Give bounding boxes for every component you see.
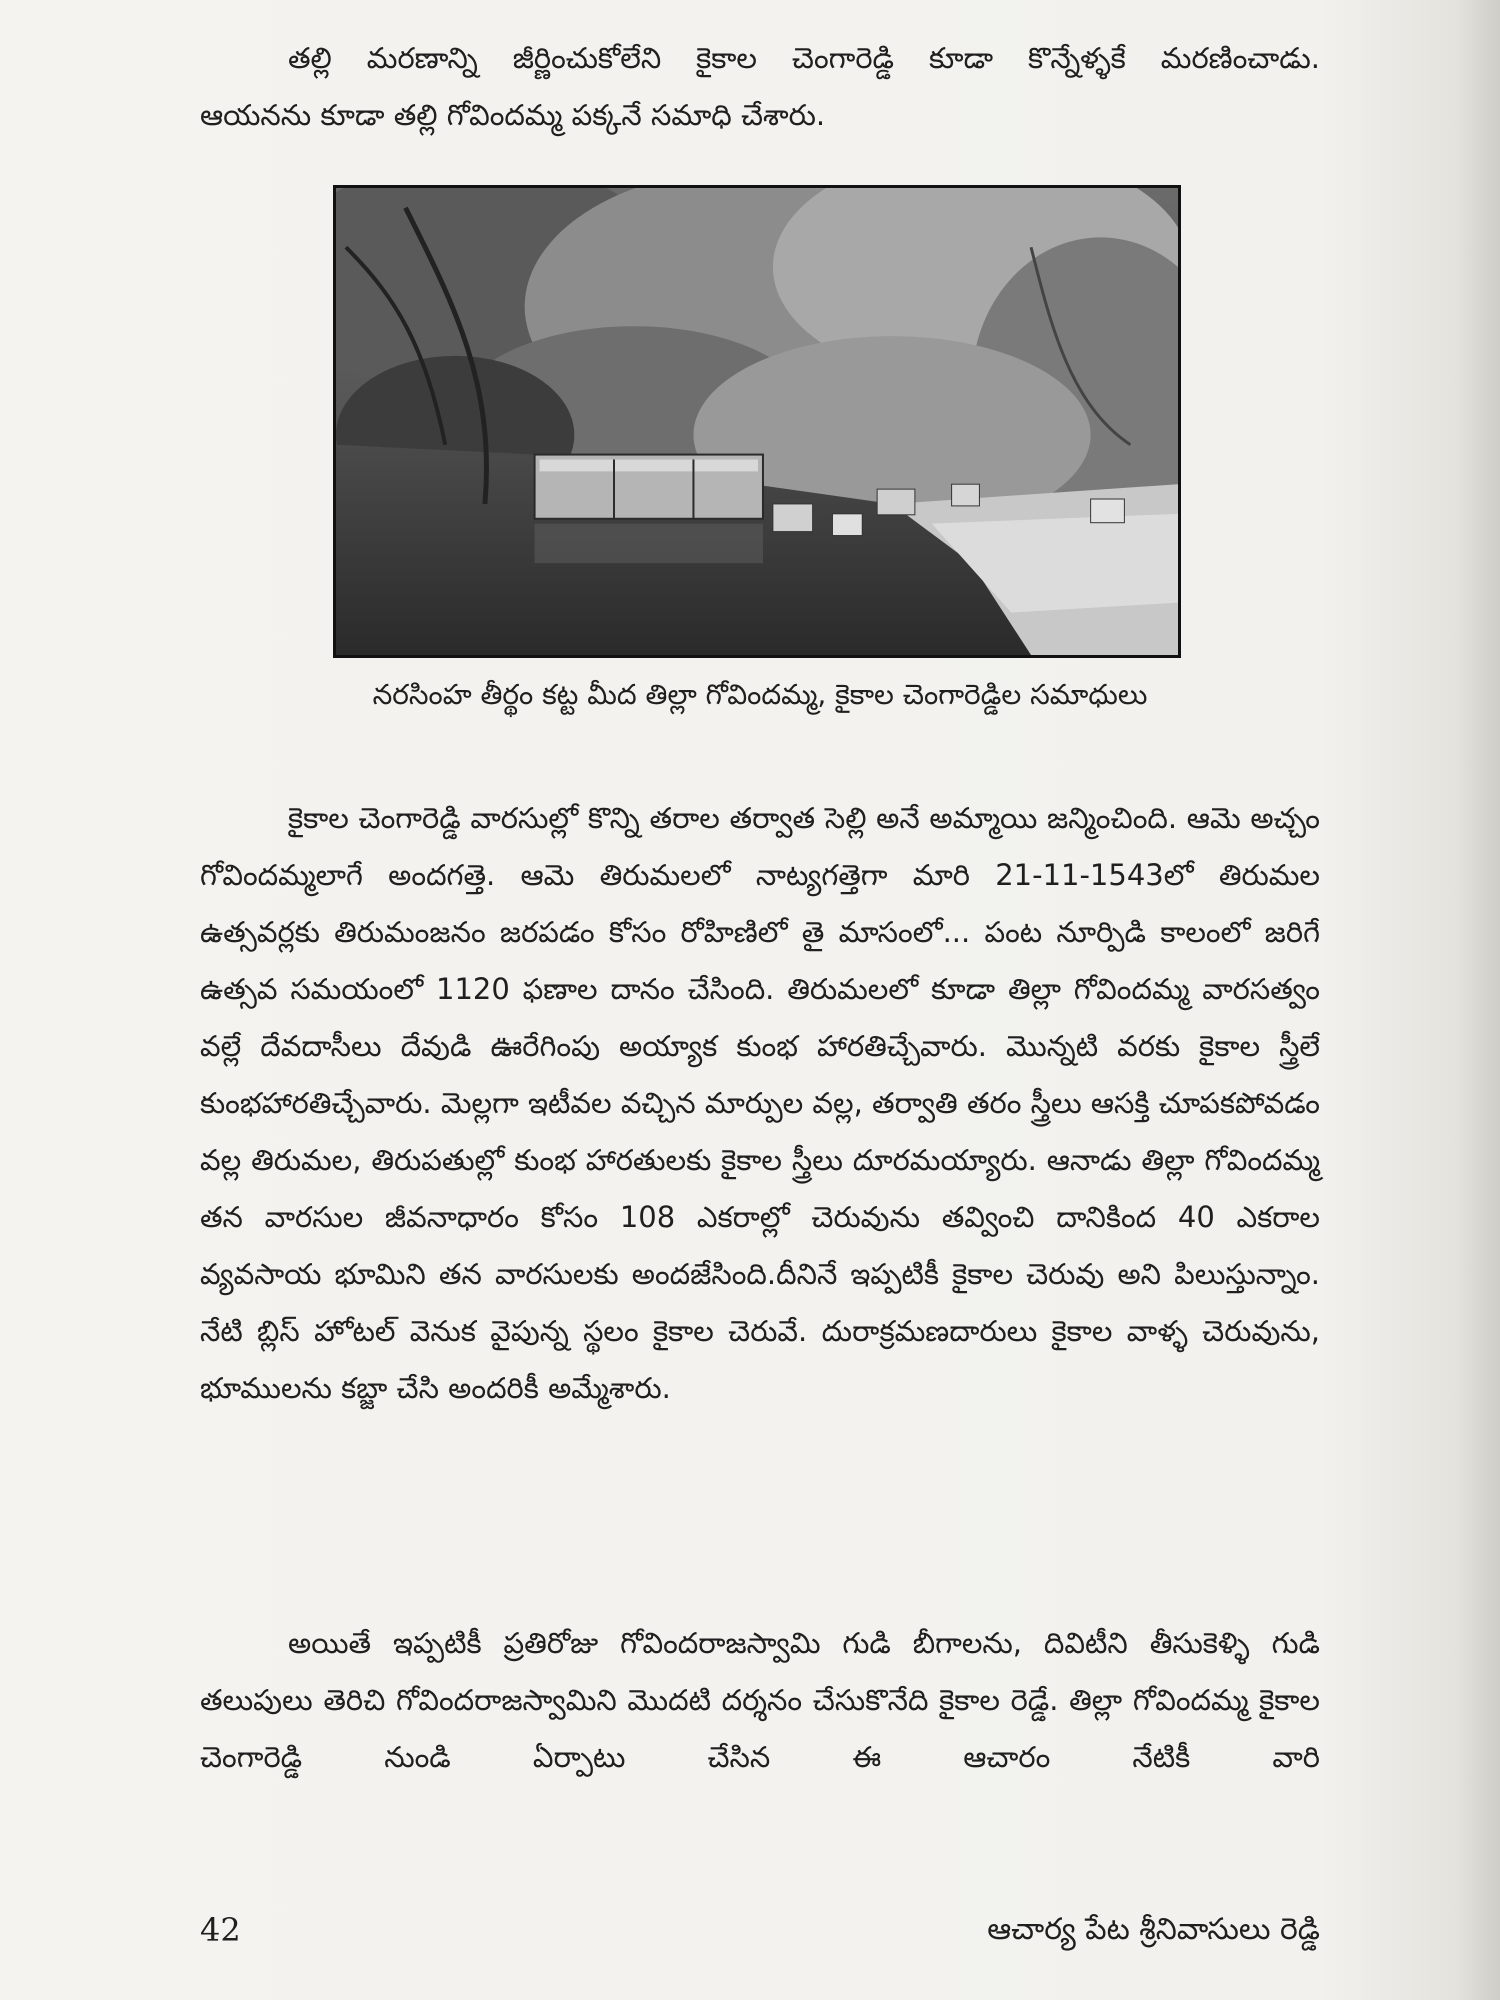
paragraph-top-line-2: ఆయనను కూడా తల్లి గోవిందమ్మ పక్కనే సమాధి చేశారు. xyxy=(200,98,826,132)
paragraph-2 xyxy=(200,790,1320,1417)
paragraph-top xyxy=(200,30,1320,144)
paragraph-3-text: అయితే ఇప్పటికీ ప్రతిరోజు గోవిందరాజస్వామి గుడి బీగాలను, దివిటీని తీసుకెళ్ళి గుడి తలుపులు తెరిచి గోవిందరాజస్వామిని మొదటి దర్శనం చేసుకొనేది కైకాల రెడ్డే. తిల్లా గోవిందమ్మ కైకాల చెంగారెడ్డి నుండి ఏర్పాటు చేసిన ఈ ఆచారం నేటికీ వారి xyxy=(200,1626,1320,1774)
photo-illustration xyxy=(336,188,1178,655)
paragraph-2-text: కైకాల చెంగారెడ్డి వారసుల్లో కొన్ని తరాల తర్వాత సెల్లి అనే అమ్మాయి జన్మించింది. ఆమె అచ్చం గోవిందమ్మలాగే అందగత్తె. ఆమె తిరుమలలో నాట్యగత్తెగా మారి 21-11-1543లో తిరుమల ఉత్సవర్లకు తిరుమంజనం జరపడం కోసం రోహిణిలో తై మాసంలో... పంట నూర్పిడి కాలంలో జరిగే ఉత్సవ సమయంలో 1120 ఫణాల దానం చేసింది. తిరుమలలో కూడా తిల్లా గోవిందమ్మ వారసత్వం వల్లే దేవదాసీలు దేవుడి ఊరేగింపు అయ్యాక కుంభ హారతిచ్చేవారు. మొన్నటి వరకు కైకాల స్త్రీలే కుంభహారతిచ్చేవారు. మెల్లగా ఇటీవల వచ్చిన మార్పుల వల్ల, తర్వాతి తరం స్త్రీలు ఆసక్తి చూపకపోవడం వల్ల తిరుమల, తిరుపతుల్లో కుంభ హారతులకు కైకాల స్త్రీలు దూరమయ్యారు. ఆనాడు తిల్లా గోవిందమ్మ తన వారసుల జీవనాధారం కోసం 108 ఎకరాల్లో చెరువును తవ్వించి దానికింద 40 ఎకరాల వ్యవసాయ భూమిని తన వారసులకు అందజేసింది.దీనినే ఇప్పటికీ కైకాల చెరువు అని పిలుస్తున్నాం. నేటి బ్లిస్ హోటల్ వెనుక వైపున్న స్థలం కైకాల చెరువే. దురాక్రమణదారులు కైకాల వాళ్ళ చెరువును, భూములను కబ్జా చేసి అందరికీ అమ్మేశారు. xyxy=(200,801,1320,1405)
page-number: 42 xyxy=(200,1911,241,1949)
author-name: ఆచార్య పేట శ్రీనివాసులు రెడ్డి xyxy=(987,1912,1320,1947)
paragraph-top-line-1: తల్లి మరణాన్ని జీర్ణించుకోలేని కైకాల చెంగారెడ్డి కూడా కొన్నేళ్ళకే మరణించాడు. xyxy=(288,41,1320,75)
photo-caption: నరసింహ తీర్థం కట్ట మీద తిల్లా గోవిందమ్మ, కైకాల చెంగారెడ్డిల సమాధులు xyxy=(372,678,1148,711)
samadhi-photo xyxy=(333,185,1181,658)
paragraph-3 xyxy=(200,1615,1320,1786)
